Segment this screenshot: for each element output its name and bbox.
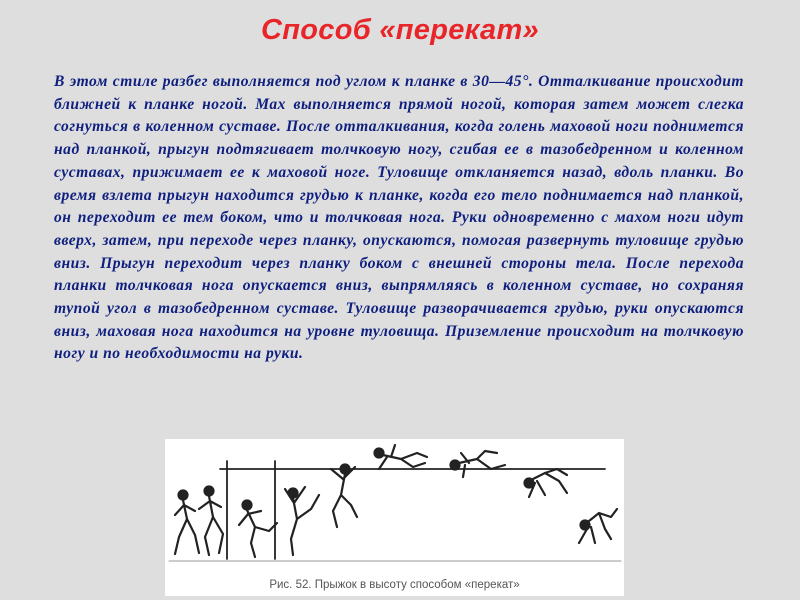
jump-sequence-illustration xyxy=(165,439,624,574)
jumper-frame-6 xyxy=(375,445,428,469)
slide-title: Способ «перекат» xyxy=(261,14,539,46)
figure-caption: Рис. 52. Прыжок в высоту способом «перекат» xyxy=(269,579,520,591)
high-jump-figure xyxy=(165,439,624,596)
jumper-frame-2 xyxy=(199,487,223,556)
jumper-frame-3 xyxy=(239,501,277,558)
jumper-frame-4 xyxy=(285,487,319,555)
jumper-frame-7 xyxy=(451,451,506,477)
jumper-frame-1 xyxy=(175,491,199,555)
body-paragraph: В этом стиле разбег выполняется под углом к планке в 30—45°. Отталкивание происходит ближней к планке ногой. Мах выполняется прямой ногой, которая затем может слегка согнуться в коленном суставе. После отталкивания, когда голень маховой ноги поднимется над планкой, прыгун подтягивает толчковую ногу, сгибая ее в тазобедренном и коленном суставах, прижимает ее к маховой ноге. Туловище откланяется назад, вдоль планки. Во время взлета прыгун находится грудью к планке, когда его тело поднимается над планкой, он переходит ее тем боком, что и толчковая нога. Руки одновременно с махом ноги идут вверх, затем, при переходе через планку, опускаются, помогая развернуть туловище грудью вниз. Прыгун переходит через планку боком с внешней стороны тела. После перехода планки толчковая нога опускается вниз, выпрямляясь в коленном суставе, но сохраняя тупой угол в тазобедренном суставе. Туловище разворачивается грудью, руки опускаются вниз, маховая нога находится на уровне туловища. Приземление происходит на толчковую ногу и по необходимости на руки. xyxy=(54,73,744,363)
jumper-frame-9 xyxy=(579,509,617,543)
jumper-frame-8 xyxy=(525,469,568,497)
jumper-frame-5 xyxy=(331,465,357,528)
